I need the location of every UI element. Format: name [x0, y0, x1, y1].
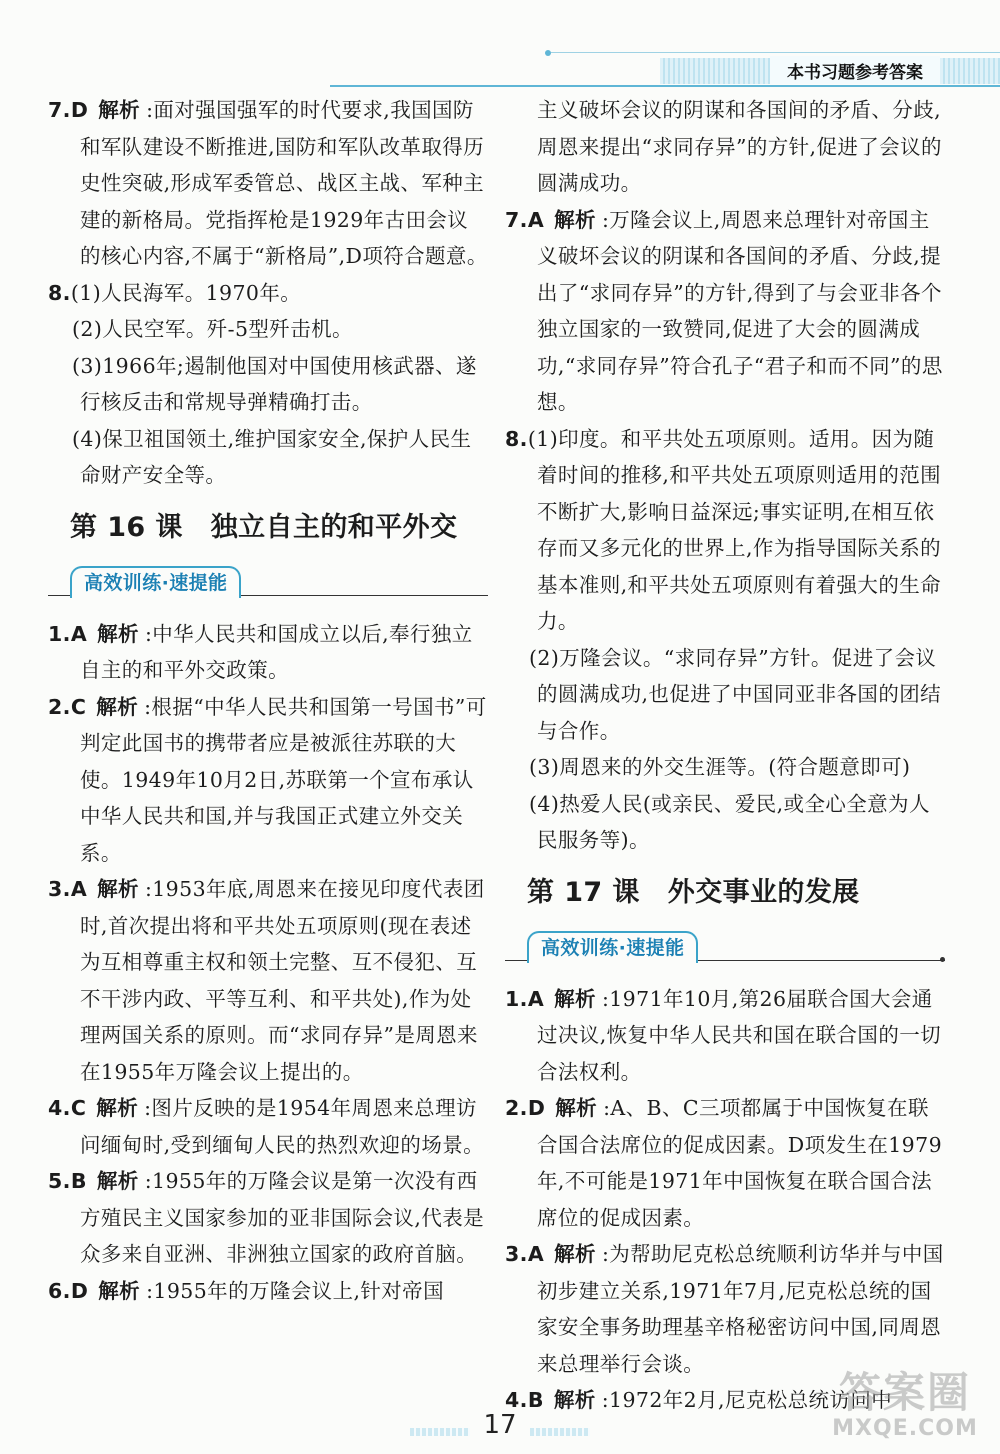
- section-dot: [940, 957, 945, 962]
- page-deco-left: [410, 1428, 470, 1436]
- section-header: [505, 927, 945, 971]
- watermark-logo: [820, 1370, 990, 1442]
- answer-item: 5.B 解析 :1955年的万隆会议是第一次没有西方殖民主义国家参加的亚非国际会议,代表是众多来自亚洲、非洲独立国家的政府首脑。: [48, 1169, 485, 1266]
- header-line: [330, 85, 1000, 87]
- answer-item: 6.D 解析 :1955年的万隆会议上,针对帝国: [48, 1278, 444, 1303]
- answer-subitem: (4)热爱人民(或亲民、爱民,或全心全意为人民服务等)。: [529, 791, 930, 852]
- answer-item: 3.A 解析 :为帮助尼克松总统顺利访华并与中国初步建立关系,1971年7月,尼克松总统的国家安全事务助理基辛格秘密访问中国,同周恩来总理举行会谈。: [505, 1242, 944, 1376]
- answer-subitem: (2)万隆会议。“求同存异”方针。促进了会议的圆满成功,也促进了中国同亚非各国的团结与合作。: [529, 645, 942, 743]
- section-header: [48, 562, 488, 606]
- answer-item: 4.C 解析 :图片反映的是1954年周恩来总理访问缅甸时,受到缅甸人民的热烈欢迎的场景。: [48, 1096, 485, 1157]
- page-deco-right: [530, 1428, 590, 1436]
- right-column: [505, 92, 945, 1419]
- answer-subitem: (4)保卫祖国领土,维护国家安全,保护人民生命财产安全等。: [72, 426, 472, 487]
- header-label: 本书习题参考答案: [770, 56, 940, 84]
- watermark-text: 答案圈: [838, 1368, 971, 1417]
- answer-item: 7.A 解析 :万隆会议上,周恩来总理针对帝国主义破坏会议的阴谋和各国间的矛盾、分歧,提出了“求同存异”的方针,得到了与会亚非各个独立国家的一致赞同,促进了大会的圆满成功,“求同存异”符合孔子“君子和而不同”的思想。: [505, 207, 943, 414]
- left-column: [48, 92, 488, 1309]
- answer-item: 1.A 解析 :中华人民共和国成立以后,奉行独立自主的和平外交政策。: [48, 621, 473, 682]
- answer-item: 8.(1)人民海军。1970年。: [48, 280, 302, 305]
- answer-item: 2.D 解析 :A、B、C三项都属于中国恢复在联合国合法席位的促成因素。D项发生在1979年,不可能是1971年中国恢复在联合国合法席位的促成因素。: [505, 1096, 943, 1230]
- answer-continuation: 主义破坏会议的阴谋和各国间的矛盾、分歧,周恩来提出“求同存异”的方针,促进了会议的圆满成功。: [537, 98, 942, 195]
- answer-item: 3.A 解析 :1953年底,周恩来在接见印度代表团时,首次提出将和平共处五项原则(现在表述为互相尊重主权和领土完整、互不侵犯、互不干涉内政、平等互利、和平共处),作为处理两国关系的原则。而“求同存异”是周恩来在1955年万隆会议上提出的。: [48, 877, 485, 1084]
- section-tab: 高效训练·速提能: [527, 931, 698, 963]
- answer-subitem: (2)人民空军。歼-5型歼击机。: [72, 317, 353, 341]
- watermark-url: MXQE.COM: [832, 1416, 978, 1441]
- answer-subitem: (3)周恩来的外交生涯等。(符合题意即可): [529, 755, 911, 779]
- answer-subitem: (3)1966年;遏制他国对中国使用核武器、遂行核反击和常规导弹精确打击。: [72, 353, 477, 414]
- lesson-heading: 第 17 课 外交事业的发展: [527, 876, 860, 908]
- section-tab: 高效训练·速提能: [70, 566, 241, 598]
- answer-item: 2.C 解析 :根据“中华人民共和国第一号国书”可判定此国书的携带者应是被派往苏联的大使。1949年10月2日,苏联第一个宣布承认中华人民共和国,并与我国正式建立外交关系。: [48, 694, 487, 865]
- lesson-heading: 第 16 课 独立自主的和平外交: [70, 511, 458, 543]
- answer-item: 7.D 解析 :面对强国强军的时代要求,我国国防和军队建设不断推进,国防和军队改革取得历史性突破,形成军委管总、战区主战、军种主建的新格局。党指挥枪是1929年古田会议的核心内容,不属于“新格局”,D项符合题意。: [48, 98, 488, 268]
- answer-item: 1.A 解析 :1971年10月,第26届联合国大会通过决议,恢复中华人民共和国在联合国的一切合法权利。: [505, 986, 942, 1084]
- header-dot: [545, 50, 551, 56]
- answer-item: 4.B 解析 :1972年2月,尼克松总统访问中: [505, 1388, 893, 1412]
- answer-item: 8.(1)印度。和平共处五项原则。适用。因为随着时间的推移,和平共处五项原则适用的范围不断扩大,影响日益深远;事实证明,在相互依存而又多元化的世界上,作为指导国际关系的基本准则,和平共处五项原则有着强大的生命力。: [505, 426, 942, 633]
- page-number: 17: [483, 1410, 517, 1440]
- header-thin-line: [551, 52, 1000, 53]
